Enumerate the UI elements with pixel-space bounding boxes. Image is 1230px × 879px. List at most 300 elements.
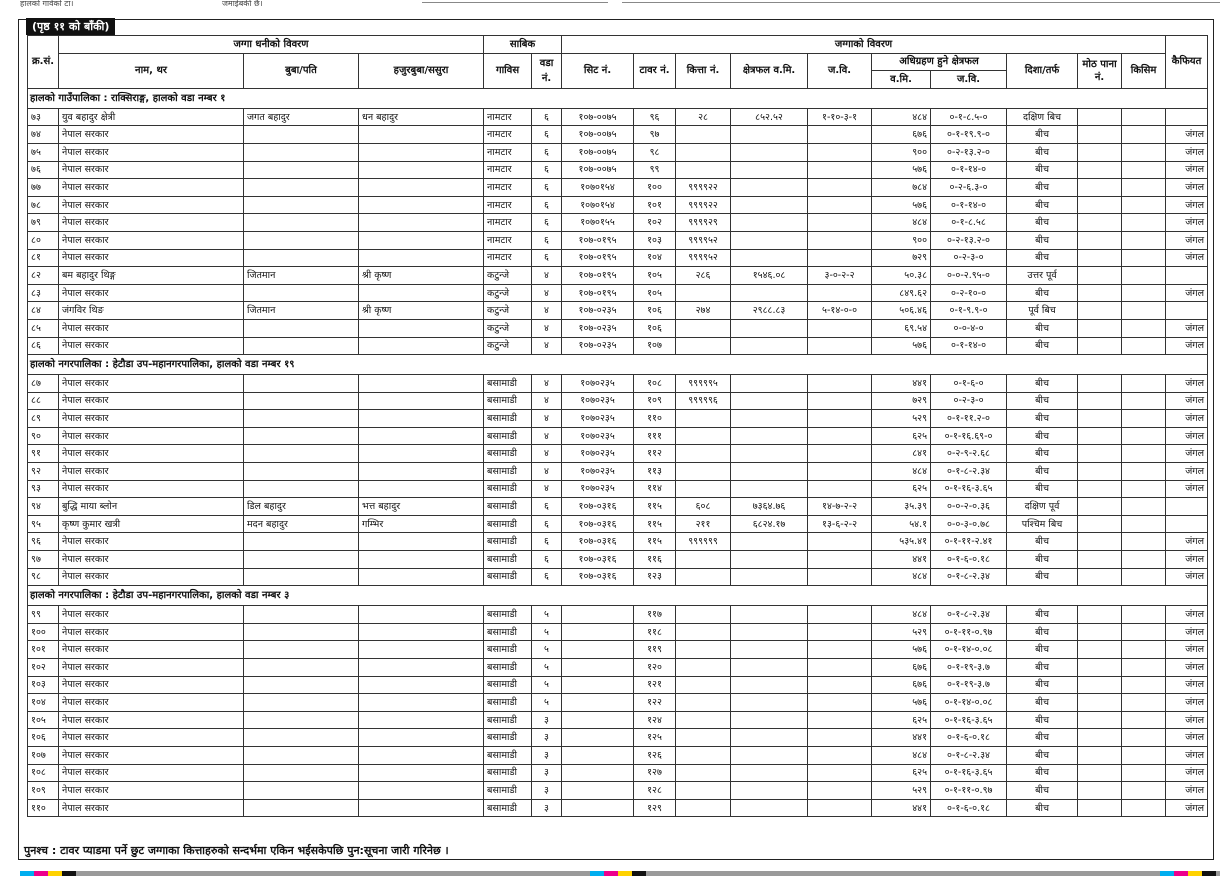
cell-area <box>731 551 808 569</box>
cell-father <box>244 764 359 782</box>
section-title: हालको नगरपालिका : हेटौडा उप-महानगरपालिका, हालको वडा नम्बर १९ <box>28 355 1208 375</box>
cell-tower: १२९ <box>634 799 676 817</box>
cell-tower: १२८ <box>634 782 676 800</box>
cell-vdc: नामटार <box>484 231 532 249</box>
cell-father <box>244 214 359 232</box>
cell-father <box>244 641 359 659</box>
cell-unit <box>808 214 872 232</box>
cell-ward: ३ <box>532 729 562 747</box>
header-type: किसिम <box>1122 53 1166 88</box>
section-header <box>28 586 1208 606</box>
cell-type <box>1122 214 1166 232</box>
cell-moth <box>1078 196 1122 214</box>
cell-remarks: जंगल <box>1166 480 1208 498</box>
cell-moth <box>1078 729 1122 747</box>
cell-direction: बीच <box>1007 375 1078 393</box>
cell-name: बम बहादुर थिङ्ग <box>59 267 244 285</box>
cell-tower: १०० <box>634 179 676 197</box>
header-unit: ज.वि. <box>808 53 872 88</box>
cell-grandfather: धन बहादुर <box>359 108 484 126</box>
cell-ward: ६ <box>532 498 562 516</box>
cell-area <box>731 427 808 445</box>
cell-type <box>1122 480 1166 498</box>
cell-ward: ४ <box>532 375 562 393</box>
cell-name: नेपाल सरकार <box>59 161 244 179</box>
cell-acq-sqm: ५७६ <box>872 161 931 179</box>
cell-type <box>1122 337 1166 355</box>
cell-vdc: बसामाडी <box>484 445 532 463</box>
cell-acq-unit: ०-२-१३.२-० <box>931 231 1007 249</box>
print-mark-magenta <box>34 871 48 876</box>
cell-grandfather: भत्त बहादुर <box>359 498 484 516</box>
cell-grandfather <box>359 746 484 764</box>
cell-acq-unit: ०-१-१६-३.६५ <box>931 764 1007 782</box>
cell-acq-unit: ०-१-६-० <box>931 375 1007 393</box>
cell-remarks: जंगल <box>1166 284 1208 302</box>
cell-acq-sqm: ६९.५४ <box>872 319 931 337</box>
cell-ward: ४ <box>532 463 562 481</box>
cell-type <box>1122 533 1166 551</box>
cell-area <box>731 694 808 712</box>
cell-grandfather <box>359 711 484 729</box>
cell-unit <box>808 659 872 677</box>
cell-unit: ३-०-२-२ <box>808 267 872 285</box>
cell-plot: ९९९९२२ <box>676 179 731 197</box>
cell-direction: बीच <box>1007 410 1078 428</box>
cell-acq-unit: ०-१-८-२.३४ <box>931 746 1007 764</box>
cell-area: २९८८.८३ <box>731 302 808 320</box>
cell-grandfather <box>359 606 484 624</box>
cell-father <box>244 179 359 197</box>
cell-grandfather <box>359 694 484 712</box>
cell-acq-sqm: ४८४ <box>872 606 931 624</box>
cell-father <box>244 463 359 481</box>
cell-type <box>1122 179 1166 197</box>
cell-sn: ८१ <box>28 249 59 267</box>
cell-vdc: बसामाडी <box>484 480 532 498</box>
cell-direction: बीच <box>1007 214 1078 232</box>
print-mark-cyan-mid <box>590 871 604 876</box>
header-moth: मोठ पाना नं. <box>1078 53 1122 88</box>
cell-sn: १०३ <box>28 676 59 694</box>
cell-grandfather <box>359 445 484 463</box>
cell-acq-unit: ०-२-१०-० <box>931 284 1007 302</box>
cell-remarks: जंगल <box>1166 161 1208 179</box>
cell-acq-unit: ०-१-६-०.१८ <box>931 799 1007 817</box>
cell-area <box>731 568 808 586</box>
cell-acq-unit: ०-२-३-० <box>931 249 1007 267</box>
cell-direction: बीच <box>1007 659 1078 677</box>
cell-acq-sqm: ६२५ <box>872 480 931 498</box>
table-row <box>28 551 1208 569</box>
cell-moth <box>1078 498 1122 516</box>
cell-moth <box>1078 319 1122 337</box>
table-row <box>28 410 1208 428</box>
cell-unit <box>808 410 872 428</box>
cell-acq-sqm: ५७६ <box>872 694 931 712</box>
cell-tower: ९९ <box>634 161 676 179</box>
table-row <box>28 319 1208 337</box>
cell-remarks: जंगल <box>1166 375 1208 393</box>
cell-grandfather <box>359 337 484 355</box>
cell-unit <box>808 196 872 214</box>
cell-tower: ११४ <box>634 480 676 498</box>
cell-ward: ४ <box>532 480 562 498</box>
cell-acq-unit: ०-१-११-०.९७ <box>931 782 1007 800</box>
cell-father <box>244 711 359 729</box>
cell-ward: ५ <box>532 623 562 641</box>
cell-acq-unit: ०-०-४-० <box>931 319 1007 337</box>
cell-unit <box>808 551 872 569</box>
cell-unit <box>808 568 872 586</box>
header-acq-unit: ज.वि. <box>931 71 1007 89</box>
cell-sn: ८४ <box>28 302 59 320</box>
footnote: पुनश्च : टावर प्याडमा पर्ने छुट जग्गाका कित्ताहरुको सन्दर्भमा एकिन भईसकेपछि पुन:सूचना जारी गरिनेछ । <box>24 844 449 857</box>
cell-tower: ११५ <box>634 533 676 551</box>
cell-type <box>1122 143 1166 161</box>
cell-remarks: जंगल <box>1166 799 1208 817</box>
cell-type <box>1122 427 1166 445</box>
cell-plot <box>676 551 731 569</box>
cell-sheet: १०७-०१९५ <box>562 284 634 302</box>
cell-moth <box>1078 284 1122 302</box>
cell-sheet: १०७०२३५ <box>562 480 634 498</box>
cell-grandfather <box>359 463 484 481</box>
cell-sheet: १०७-०२३५ <box>562 337 634 355</box>
cell-plot <box>676 161 731 179</box>
cell-vdc: बसामाडी <box>484 659 532 677</box>
table-row <box>28 214 1208 232</box>
cell-acq-unit: ०-१-१९.९-० <box>931 126 1007 144</box>
cell-father: डिल बहादुर <box>244 498 359 516</box>
cell-acq-sqm: ३५.३९ <box>872 498 931 516</box>
cell-father <box>244 392 359 410</box>
header-row-2 <box>28 53 1208 71</box>
cell-moth <box>1078 659 1122 677</box>
header-land-group: जग्गाको विवरण <box>562 36 1166 54</box>
cell-sheet: १०७-०१९५ <box>562 231 634 249</box>
cell-plot <box>676 764 731 782</box>
cell-tower: ११७ <box>634 606 676 624</box>
cell-plot <box>676 799 731 817</box>
cell-ward: ३ <box>532 711 562 729</box>
cell-direction: बीच <box>1007 480 1078 498</box>
cell-unit <box>808 249 872 267</box>
cell-remarks: जंगल <box>1166 623 1208 641</box>
cell-acq-unit: ०-१-९.९-० <box>931 302 1007 320</box>
cell-acq-sqm: ५७६ <box>872 641 931 659</box>
cell-grandfather <box>359 410 484 428</box>
cell-tower: ११६ <box>634 551 676 569</box>
cell-father <box>244 799 359 817</box>
header-grandfather: हजुरबुबा/ससुरा <box>359 53 484 88</box>
cell-vdc: बसामाडी <box>484 729 532 747</box>
cell-sheet: १०७-०२३५ <box>562 319 634 337</box>
cell-tower: १११ <box>634 427 676 445</box>
cell-unit: १४-७-२-२ <box>808 498 872 516</box>
cell-remarks: जंगल <box>1166 196 1208 214</box>
cell-moth <box>1078 551 1122 569</box>
cell-type <box>1122 392 1166 410</box>
table-row <box>28 284 1208 302</box>
cell-acq-unit: ०-१-१६-३.६५ <box>931 711 1007 729</box>
cell-acq-unit: ०-१-८-२.३४ <box>931 463 1007 481</box>
print-mark-black-mid <box>632 871 646 876</box>
cell-sheet <box>562 729 634 747</box>
cell-vdc: नामटार <box>484 108 532 126</box>
cell-acq-sqm: ५२९ <box>872 410 931 428</box>
cell-moth <box>1078 764 1122 782</box>
cell-acq-sqm: ५४.१ <box>872 515 931 533</box>
cell-acq-sqm: ५०६.४६ <box>872 302 931 320</box>
cell-acq-unit: ०-१-१४-०.०८ <box>931 694 1007 712</box>
cell-vdc: बसामाडी <box>484 568 532 586</box>
cell-ward: ६ <box>532 249 562 267</box>
cell-grandfather: गम्भिर <box>359 515 484 533</box>
cell-father <box>244 782 359 800</box>
header-acquisition-group: अधिग्रहण हुने क्षेत्रफल <box>872 53 1007 71</box>
cell-father <box>244 480 359 498</box>
cell-moth <box>1078 249 1122 267</box>
cell-remarks: जंगल <box>1166 445 1208 463</box>
cell-name: कृष्ण कुमार खत्री <box>59 515 244 533</box>
cell-remarks: जंगल <box>1166 231 1208 249</box>
cell-tower: १०६ <box>634 302 676 320</box>
cell-vdc: नामटार <box>484 161 532 179</box>
cell-unit <box>808 623 872 641</box>
table-row <box>28 694 1208 712</box>
cell-type <box>1122 676 1166 694</box>
cell-sheet: १०७-०१९५ <box>562 249 634 267</box>
cell-type <box>1122 746 1166 764</box>
cell-direction: बीच <box>1007 606 1078 624</box>
cell-sheet <box>562 659 634 677</box>
cell-sheet <box>562 764 634 782</box>
cell-moth <box>1078 392 1122 410</box>
cell-direction: बीच <box>1007 533 1078 551</box>
cell-acq-sqm: ४८४ <box>872 568 931 586</box>
cell-name: नेपाल सरकार <box>59 410 244 428</box>
cell-remarks: जंगल <box>1166 533 1208 551</box>
cell-vdc: कटुन्जे <box>484 284 532 302</box>
table-row <box>28 108 1208 126</box>
cell-area: ६८२४.१७ <box>731 515 808 533</box>
cell-sn: ८० <box>28 231 59 249</box>
cell-remarks: जंगल <box>1166 126 1208 144</box>
cell-grandfather <box>359 284 484 302</box>
cell-remarks: जंगल <box>1166 249 1208 267</box>
table-row <box>28 711 1208 729</box>
cell-tower: १०२ <box>634 214 676 232</box>
cell-name: नेपाल सरकार <box>59 392 244 410</box>
cell-acq-sqm: ४८४ <box>872 463 931 481</box>
cell-sn: ९४ <box>28 498 59 516</box>
cell-grandfather <box>359 231 484 249</box>
cell-father <box>244 410 359 428</box>
cell-tower: १०४ <box>634 249 676 267</box>
cell-type <box>1122 410 1166 428</box>
cell-direction: बीच <box>1007 623 1078 641</box>
cell-area <box>731 319 808 337</box>
cell-plot: २७४ <box>676 302 731 320</box>
cell-area <box>731 143 808 161</box>
cell-moth <box>1078 445 1122 463</box>
cell-type <box>1122 463 1166 481</box>
cell-father <box>244 231 359 249</box>
cell-sheet <box>562 746 634 764</box>
cell-sheet: १०७०१५४ <box>562 179 634 197</box>
cell-remarks: जंगल <box>1166 568 1208 586</box>
cell-ward: ६ <box>532 126 562 144</box>
cell-area <box>731 641 808 659</box>
cell-direction: बीच <box>1007 568 1078 586</box>
top-strip <box>0 0 1230 8</box>
cell-direction: बीच <box>1007 427 1078 445</box>
cell-area: १५४६.०८ <box>731 267 808 285</box>
cell-ward: ३ <box>532 764 562 782</box>
cell-acq-unit: ०-०-२-०.३६ <box>931 498 1007 516</box>
cell-tower: ११९ <box>634 641 676 659</box>
cell-plot <box>676 782 731 800</box>
cell-plot: ६०८ <box>676 498 731 516</box>
cell-sheet <box>562 606 634 624</box>
cell-area <box>731 375 808 393</box>
cell-direction: बीच <box>1007 799 1078 817</box>
cell-type <box>1122 764 1166 782</box>
cell-type <box>1122 108 1166 126</box>
cell-grandfather: श्री कृष्ण <box>359 267 484 285</box>
section-header <box>28 355 1208 375</box>
cell-remarks: जंगल <box>1166 694 1208 712</box>
cell-remarks: जंगल <box>1166 337 1208 355</box>
cell-direction: बीच <box>1007 729 1078 747</box>
cell-unit <box>808 480 872 498</box>
cell-sn: १०४ <box>28 694 59 712</box>
cell-grandfather: श्री कृष्ण <box>359 302 484 320</box>
cell-direction: बीच <box>1007 711 1078 729</box>
cell-type <box>1122 284 1166 302</box>
cell-tower: ११२ <box>634 445 676 463</box>
cell-acq-sqm: ४८४ <box>872 108 931 126</box>
cell-area <box>731 463 808 481</box>
cell-grandfather <box>359 623 484 641</box>
cell-remarks: जंगल <box>1166 764 1208 782</box>
cell-area <box>731 392 808 410</box>
cell-father: जितमान <box>244 302 359 320</box>
cell-plot <box>676 463 731 481</box>
cell-acq-sqm: ५२९ <box>872 782 931 800</box>
cell-name: नेपाल सरकार <box>59 764 244 782</box>
cell-ward: ३ <box>532 799 562 817</box>
cell-area <box>731 214 808 232</box>
cell-plot <box>676 746 731 764</box>
cell-tower: ९६ <box>634 108 676 126</box>
cell-ward: ६ <box>532 551 562 569</box>
cell-area <box>731 161 808 179</box>
cell-moth <box>1078 214 1122 232</box>
cell-remarks: जंगल <box>1166 427 1208 445</box>
cell-acq-unit: ०-१-११-२.४१ <box>931 533 1007 551</box>
cell-moth <box>1078 515 1122 533</box>
cell-area: ७३६४.७६ <box>731 498 808 516</box>
cell-sn: ७७ <box>28 179 59 197</box>
cell-unit <box>808 445 872 463</box>
header-area: क्षेत्रफल व.मि. <box>731 53 808 88</box>
cell-unit <box>808 143 872 161</box>
cell-grandfather <box>359 782 484 800</box>
cell-name: नेपाल सरकार <box>59 284 244 302</box>
top-rule-1 <box>422 2 608 3</box>
cell-sheet: १०७-००७५ <box>562 126 634 144</box>
cell-ward: ४ <box>532 319 562 337</box>
cell-name: नेपाल सरकार <box>59 641 244 659</box>
table-row <box>28 375 1208 393</box>
header-remarks: कैफियत <box>1166 36 1208 89</box>
cell-plot <box>676 143 731 161</box>
cell-type <box>1122 267 1166 285</box>
cell-moth <box>1078 375 1122 393</box>
cell-direction: दक्षिण बिच <box>1007 108 1078 126</box>
cell-ward: ५ <box>532 694 562 712</box>
cell-direction: बीच <box>1007 641 1078 659</box>
cell-vdc: कटुन्जे <box>484 302 532 320</box>
cell-type <box>1122 515 1166 533</box>
cell-tower: १०७ <box>634 337 676 355</box>
cell-plot <box>676 126 731 144</box>
table-row <box>28 498 1208 516</box>
cell-vdc: बसामाडी <box>484 515 532 533</box>
cell-vdc: नामटार <box>484 179 532 197</box>
cell-vdc: नामटार <box>484 196 532 214</box>
cell-direction: बीच <box>1007 143 1078 161</box>
land-table-body <box>28 88 1208 817</box>
print-mark-yellow-mid <box>618 871 632 876</box>
cell-acq-unit: ०-१-१४-० <box>931 196 1007 214</box>
cell-grandfather <box>359 427 484 445</box>
cell-plot <box>676 729 731 747</box>
cell-unit <box>808 782 872 800</box>
cell-direction: बीच <box>1007 746 1078 764</box>
cell-remarks: जंगल <box>1166 392 1208 410</box>
cell-sheet: १०७-०२३५ <box>562 302 634 320</box>
cell-acq-unit: ०-१-११-०.९७ <box>931 623 1007 641</box>
cell-sheet: १०७०२३५ <box>562 445 634 463</box>
cell-tower: १२५ <box>634 729 676 747</box>
cell-grandfather <box>359 214 484 232</box>
cell-acq-sqm: ४४१ <box>872 375 931 393</box>
cell-acq-sqm: ८४९.६२ <box>872 284 931 302</box>
cell-father <box>244 676 359 694</box>
cell-moth <box>1078 568 1122 586</box>
cell-moth <box>1078 641 1122 659</box>
cell-sheet <box>562 623 634 641</box>
cell-acq-unit: ०-१-१४-० <box>931 337 1007 355</box>
cell-moth <box>1078 480 1122 498</box>
cell-plot: ९९९९९५ <box>676 375 731 393</box>
cell-remarks: जंगल <box>1166 143 1208 161</box>
table-row <box>28 641 1208 659</box>
cell-area <box>731 606 808 624</box>
cell-sn: ९९ <box>28 606 59 624</box>
cell-moth <box>1078 782 1122 800</box>
cell-father <box>244 249 359 267</box>
cell-sn: ९८ <box>28 568 59 586</box>
cell-vdc: बसामाडी <box>484 623 532 641</box>
cell-father <box>244 623 359 641</box>
cell-remarks: जंगल <box>1166 659 1208 677</box>
cell-name: नेपाल सरकार <box>59 249 244 267</box>
cell-plot: २११ <box>676 515 731 533</box>
